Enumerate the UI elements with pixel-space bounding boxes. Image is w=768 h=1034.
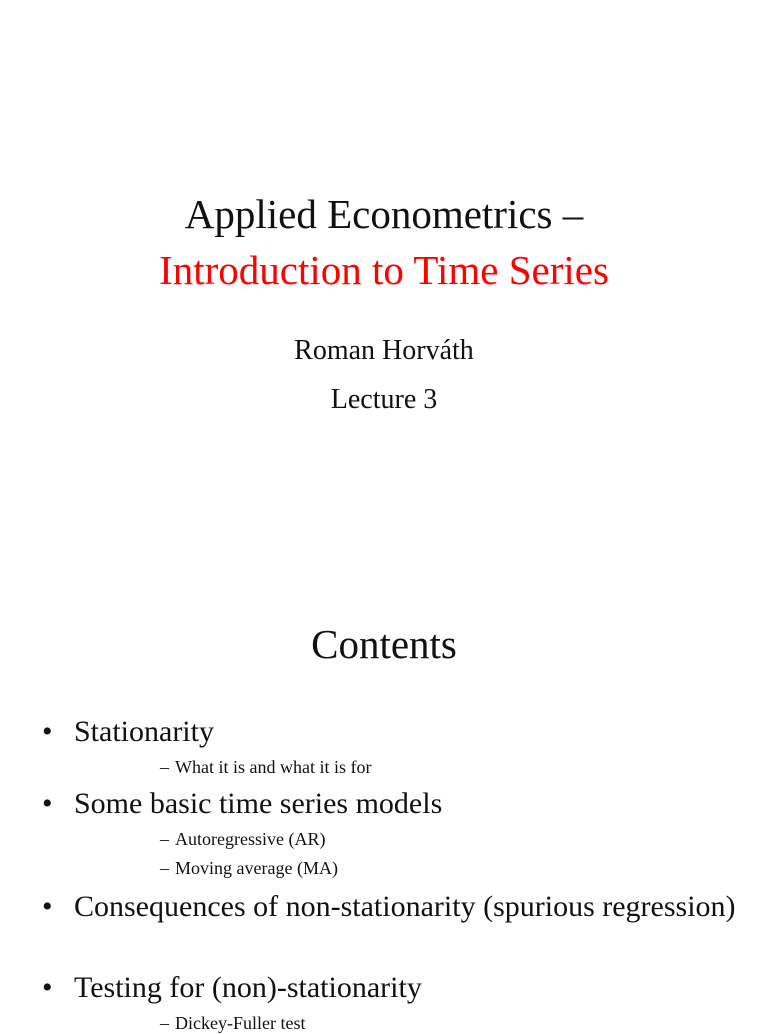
dash-icon: – bbox=[160, 1013, 169, 1033]
list-item bbox=[42, 786, 742, 822]
sub-list-item bbox=[160, 1012, 305, 1034]
sub-item-text: Autoregressive (AR) bbox=[175, 829, 326, 849]
bullet-text: Consequences of non-stationarity (spurious regression) bbox=[74, 890, 736, 923]
title-slide bbox=[0, 0, 768, 512]
bullet-icon: • bbox=[42, 890, 53, 923]
bullet-text: Some basic time series models bbox=[74, 787, 443, 820]
sub-list-item bbox=[160, 828, 325, 850]
slide-subtitle: Introduction to Time Series bbox=[159, 247, 609, 293]
sub-item-text: Dickey-Fuller test bbox=[175, 1013, 306, 1033]
bullet-icon: • bbox=[42, 787, 53, 820]
bullet-icon: • bbox=[42, 715, 53, 748]
contents-slide bbox=[0, 512, 768, 1033]
lecture-number: Lecture 3 bbox=[330, 384, 438, 415]
author-name: Roman Horváth bbox=[294, 335, 474, 366]
dash-icon: – bbox=[160, 757, 169, 777]
sub-list-item bbox=[160, 756, 371, 778]
contents-heading: Contents bbox=[311, 621, 457, 667]
sub-item-text: Moving average (MA) bbox=[175, 858, 338, 878]
slide-title: Applied Econometrics – bbox=[184, 191, 584, 237]
dash-icon: – bbox=[160, 858, 169, 878]
list-item bbox=[42, 889, 742, 925]
bullet-text: Testing for (non)-stationarity bbox=[74, 971, 422, 1004]
bullet-icon: • bbox=[42, 971, 53, 1004]
bullet-text: Stationarity bbox=[74, 715, 214, 748]
sub-list-item bbox=[160, 857, 338, 879]
sub-item-text: What it is and what it is for bbox=[175, 757, 372, 777]
list-item bbox=[42, 714, 742, 750]
list-item bbox=[42, 970, 742, 1006]
dash-icon: – bbox=[160, 829, 169, 849]
